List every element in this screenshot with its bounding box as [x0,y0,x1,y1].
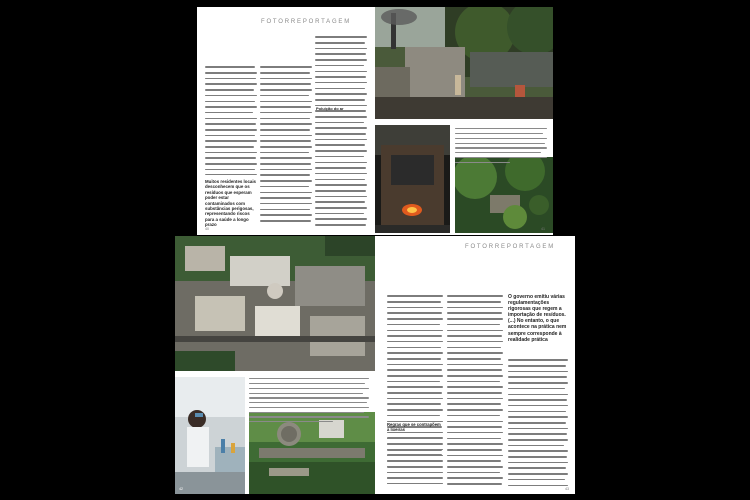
text-column [260,65,312,225]
section-subheading-air: Poluição do ar [316,106,344,111]
page-number: 42 [179,487,183,491]
text-column [508,358,568,486]
lab-worker-photo [175,377,245,494]
pull-quote: O governo emitiu várias regulamentações rigorosas que regem a importação de resíduos. (...) No entanto, o que acontece na prática nem sempre corresponde à realidade prática [508,294,567,343]
page-right-top [375,7,553,235]
aerial-factory-photo [175,236,375,371]
field-photo [455,157,553,233]
text-column [447,294,503,486]
photo-caption [249,377,369,425]
photo-caption [455,127,547,165]
section-header: FOTORREPORTAGEM [261,19,352,25]
page-right-bottom [375,236,575,494]
text-column [205,65,257,175]
section-subheading: Regras que se contrapõem a lixeiras [387,422,441,433]
page-number: 40 [205,227,209,231]
page-number: 41 [541,227,545,231]
furnace-photo [375,125,450,233]
section-header: FOTORREPORTAGEM [465,244,556,250]
top-spread [197,7,553,235]
bottom-spread [175,236,575,494]
page-left-bottom [175,236,375,494]
page-number: 43 [565,487,569,491]
pull-quote: Muitos residentes locais desconhecem que os resíduos que esperam poder estar contaminados com substâncias perigosas, representando riscos para a saúde a longo prazo [205,179,256,228]
text-column [315,35,367,227]
text-column [387,436,443,488]
kiln-village-photo [375,7,553,119]
page-left-top [197,7,375,235]
